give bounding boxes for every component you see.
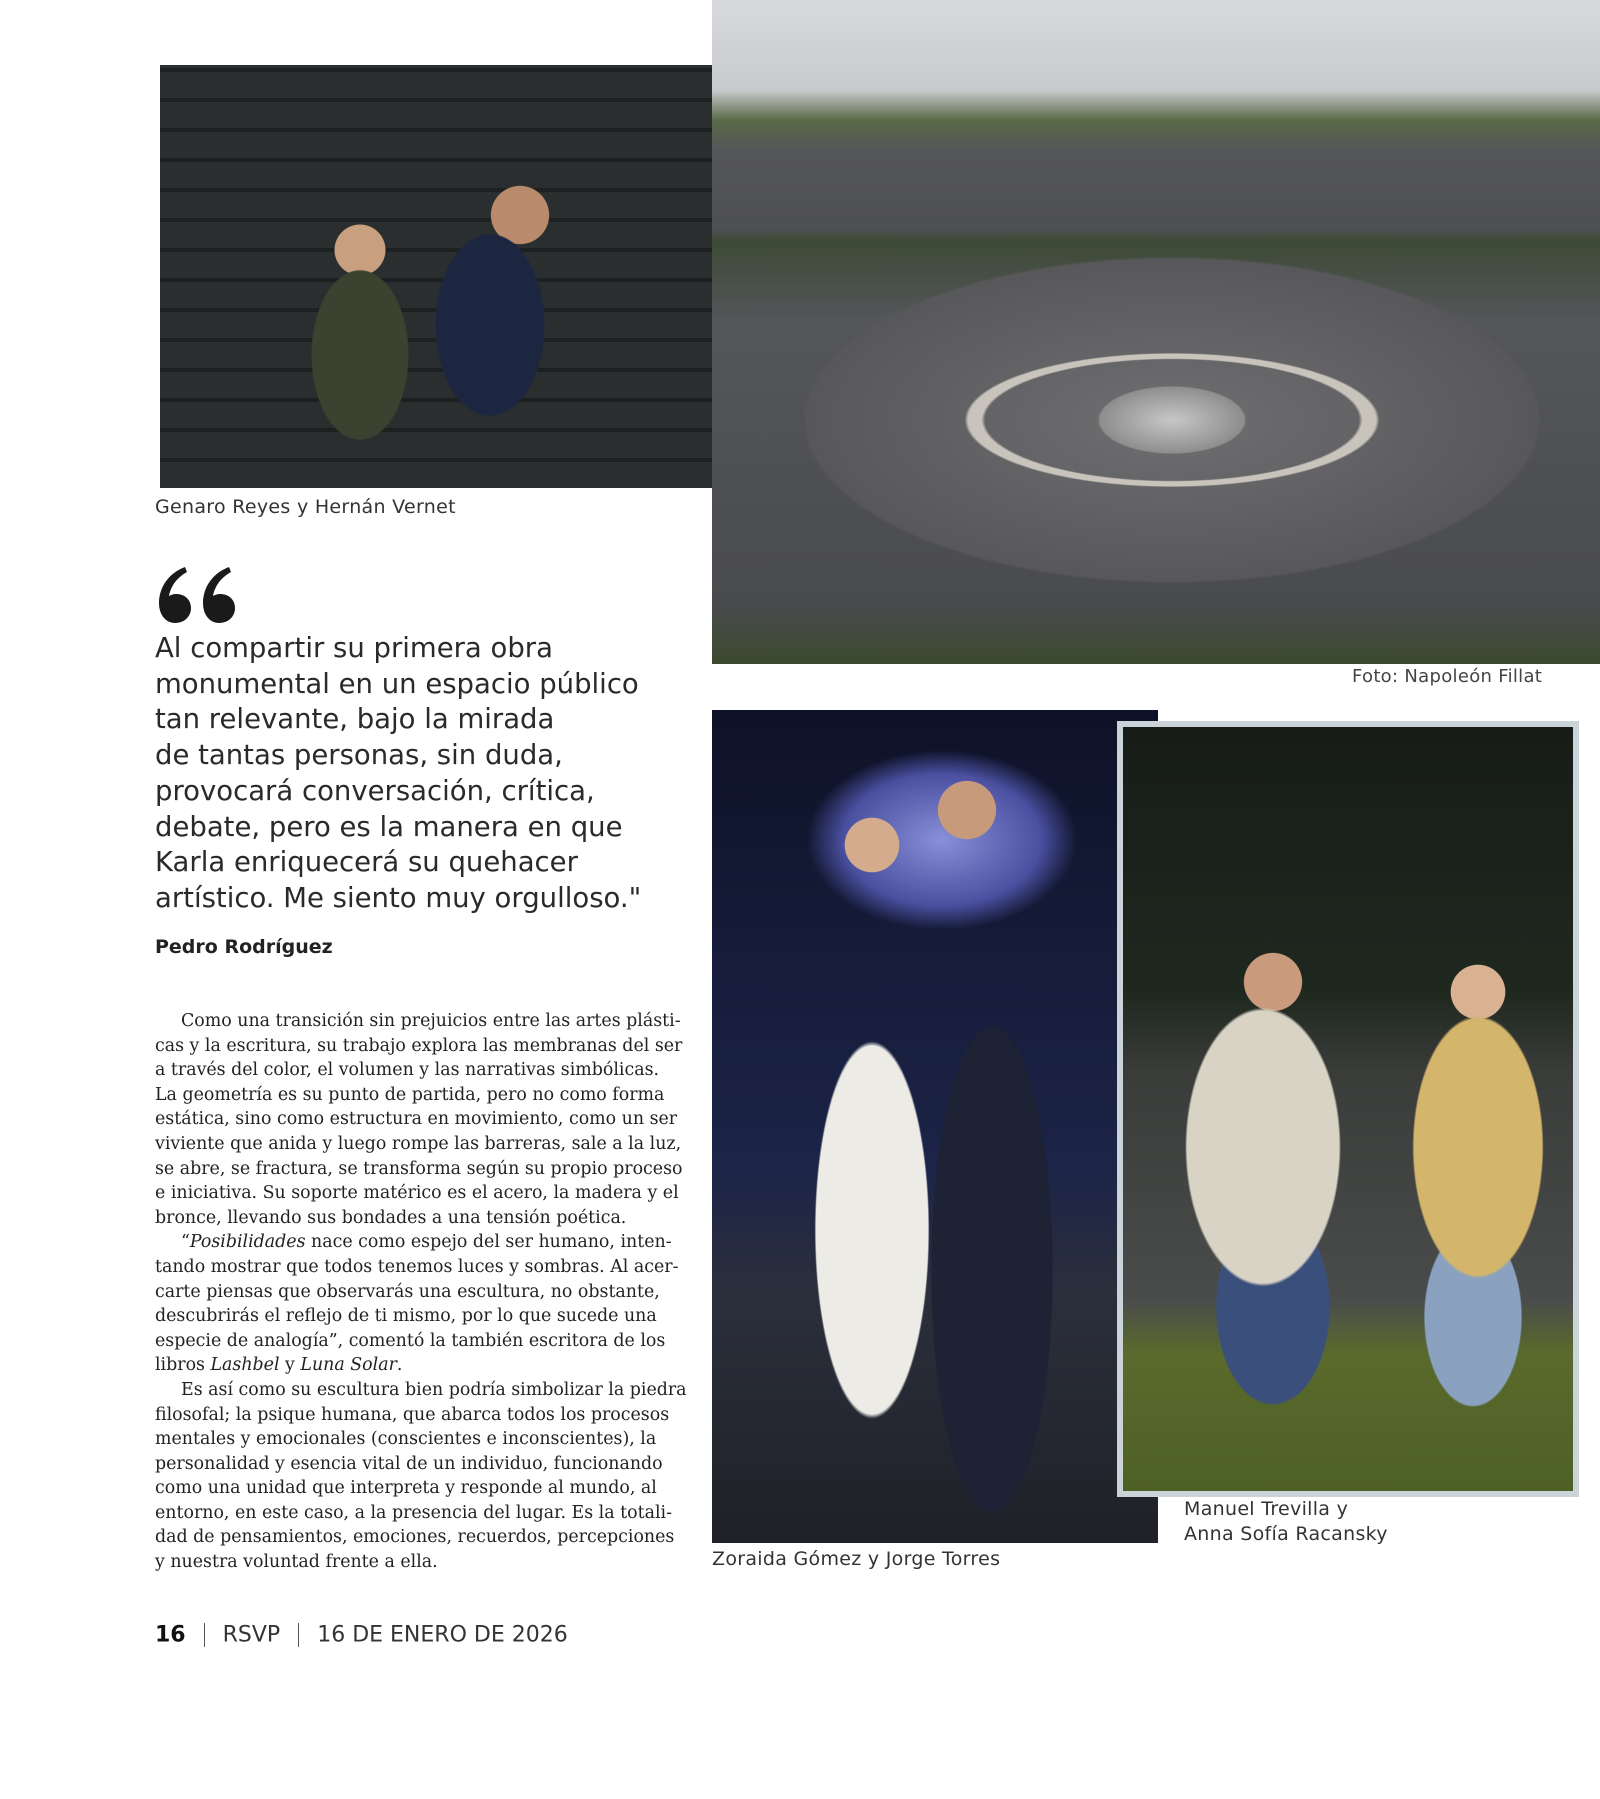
quote-line: tan relevante, bajo la mirada [155, 703, 555, 736]
body-line: se abre, se fractura, se transforma según su propio proceso [155, 1158, 683, 1179]
body-line: descubrirás el reflejo de ti mismo, por lo que sucede una [155, 1306, 657, 1327]
caption-line: Anna Sofía Racansky [1184, 1523, 1388, 1545]
photo-monument-plaza [712, 0, 1600, 664]
quote-line: provocará conversación, crítica, [155, 774, 595, 807]
body-line: carte piensas que observarás una escultura, no obstante, [155, 1281, 660, 1302]
photo-manuel-trevilla-anna-sofia-racansky [1123, 727, 1573, 1491]
body-line: como una unidad que interpreta y responde al mundo, al [155, 1478, 657, 1499]
body-line: dad de pensamientos, emociones, recuerdos, percepciones [155, 1527, 675, 1548]
body-text-run: y [279, 1355, 301, 1376]
quote-line: monumental en un espacio público [155, 667, 639, 700]
quote-line: debate, pero es la manera en que [155, 810, 623, 843]
body-line: estática, sino como estructura en movimiento, como un ser [155, 1109, 678, 1130]
open-quote: “ [181, 1232, 190, 1253]
footer-divider [298, 1623, 299, 1647]
quote-mark-icon [155, 563, 237, 625]
body-line: personalidad y esencia vital de un individuo, funcionando [155, 1453, 663, 1474]
body-text-run: . [396, 1355, 403, 1376]
body-line: entorno, en este caso, a la presencia del lugar. Es la totali- [155, 1502, 672, 1523]
body-line: y nuestra voluntad frente a ella. [155, 1552, 438, 1573]
body-line: e iniciativa. Su soporte matérico es el acero, la madera y el [155, 1183, 679, 1204]
body-line: La geometría es su punto de partida, pero no como forma [155, 1084, 665, 1105]
book-title: Lashbel [210, 1355, 280, 1376]
body-text-run: libros [155, 1355, 211, 1376]
caption-line: Manuel Trevilla y [1184, 1498, 1349, 1520]
page-footer [155, 1622, 568, 1650]
body-line: tando mostrar que todos tenemos luces y sombras. Al acer- [155, 1256, 679, 1277]
article-body [155, 1009, 685, 1575]
body-line: especie de analogía”, comentó la también escritora de los [155, 1330, 666, 1351]
body-line: mentales y emocionales (conscientes e inconscientes), la [155, 1429, 657, 1450]
body-line: bronce, llevando sus bondades a una tensión poética. [155, 1207, 627, 1228]
body-line: cas y la escritura, su trabajo explora las membranas del ser [155, 1035, 683, 1056]
photo-genaro-reyes-hernan-vernet [160, 65, 742, 488]
photo-zoraida-gomez-jorge-torres [712, 710, 1158, 1543]
quote-author: Pedro Rodríguez [155, 936, 333, 958]
photo-caption [1184, 1497, 1388, 1547]
quote-line: Karla enriquecerá su quehacer [155, 846, 578, 879]
sculpture-title: Posibilidades [189, 1232, 306, 1253]
page-number: 16 [155, 1622, 186, 1648]
body-text-run: nace como espejo del ser humano, inten- [305, 1232, 672, 1253]
footer-divider [204, 1623, 205, 1647]
body-line [155, 1230, 685, 1255]
body-line: filosofal; la psique humana, que abarca todos los procesos [155, 1404, 670, 1425]
quote-line: de tantas personas, sin duda, [155, 739, 563, 772]
body-line [155, 1353, 685, 1378]
photo-credit: Foto: Napoleón Fillat [1352, 666, 1543, 687]
publication-name: RSVP [222, 1622, 281, 1648]
photo-caption: Zoraida Gómez y Jorge Torres [712, 1548, 1001, 1570]
pull-quote [155, 631, 695, 917]
issue-date: 16 DE ENERO DE 2026 [317, 1622, 568, 1648]
body-line: a través del color, el volumen y las narrativas simbólicas. [155, 1060, 660, 1081]
photo-caption: Genaro Reyes y Hernán Vernet [155, 496, 456, 518]
body-line: viviente que anida y luego rompe las barreras, sale a la luz, [155, 1133, 682, 1154]
quote-line: artístico. Me siento muy orgulloso." [155, 881, 642, 914]
quote-line: Al compartir su primera obra [155, 632, 553, 664]
body-line: Como una transición sin prejuicios entre las artes plásti- [181, 1011, 681, 1031]
body-line: Es así como su escultura bien podría simbolizar la piedra [181, 1379, 687, 1400]
book-title: Luna Solar [300, 1355, 397, 1376]
